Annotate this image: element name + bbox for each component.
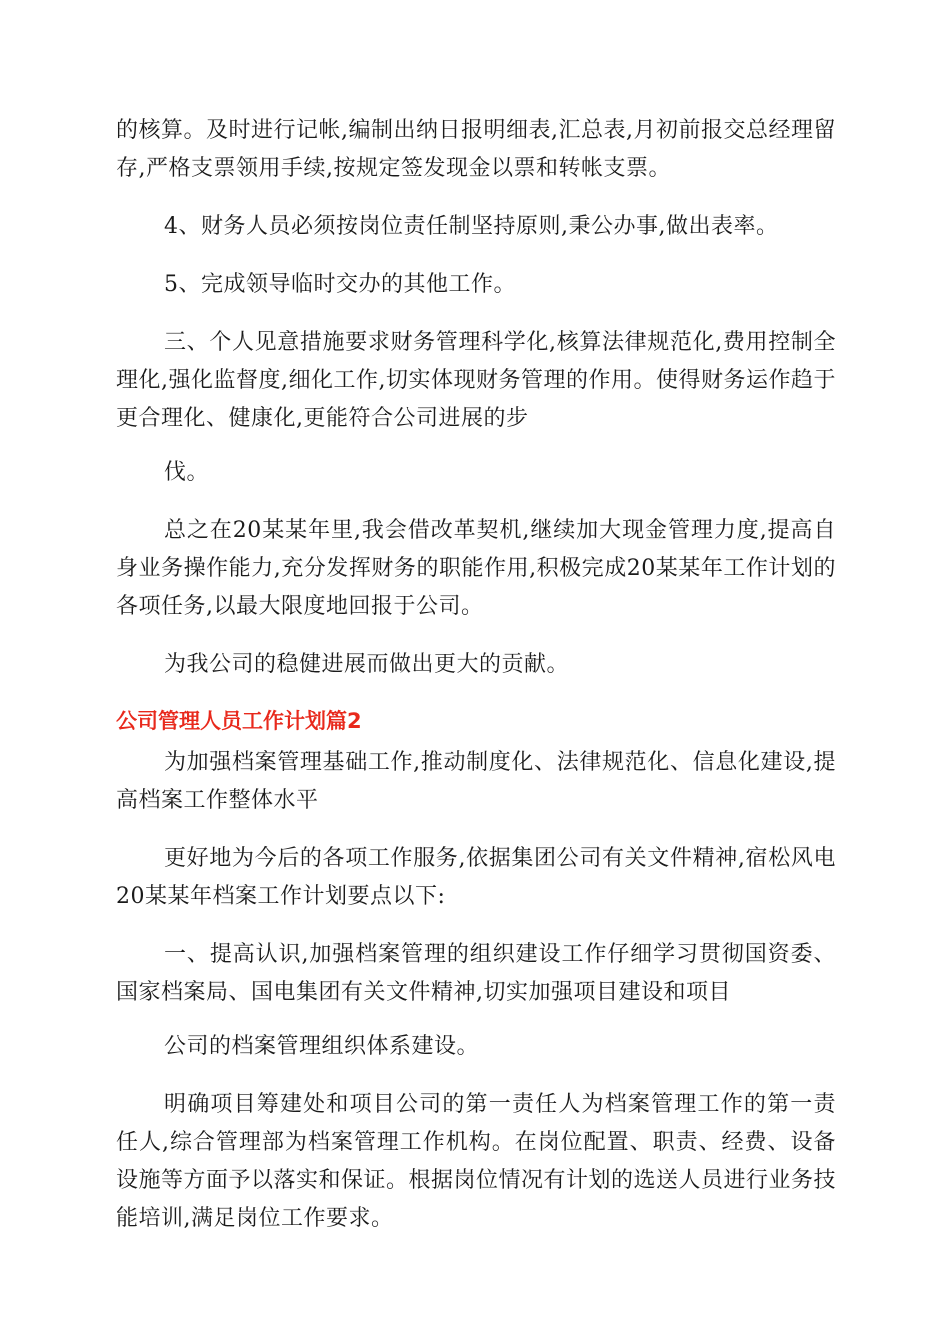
section-heading: 公司管理人员工作计划篇2: [116, 709, 362, 733]
paragraph-10: 一、提高认识,加强档案管理的组织建设工作仔细学习贯彻国资委、国家档案局、国电集团有关文件精神,切实加强项目建设和项目: [116, 942, 836, 1005]
paragraph-1: 的核算。及时进行记帐,编制出纳日报明细表,汇总表,月初前报交总经理留存,严格支票领用手续,按规定签发现金以票和转帐支票。: [116, 118, 836, 181]
paragraph-3: 5、完成领导临时交办的其他工作。: [164, 272, 516, 297]
paragraph-8: 为加强档案管理基础工作,推动制度化、法律规范化、信息化建设,提高档案工作整体水平: [116, 750, 836, 813]
paragraph-4: 三、个人见意措施要求财务管理科学化,核算法律规范化,费用控制全理化,强化监督度,细化工作,切实体现财务管理的作用。使得财务运作趋于更合理化、健康化,更能符合公司进展的步: [116, 330, 836, 431]
paragraph-6: 总之在20某某年里,我会借改革契机,继续加大现金管理力度,提高自身业务操作能力,充分发挥财务的职能作用,积极完成20某某年工作计划的各项任务,以最大限度地回报于公司。: [116, 518, 836, 619]
paragraph-9: 更好地为今后的各项工作服务,依据集团公司有关文件精神,宿松风电20某某年档案工作计划要点以下:: [116, 846, 836, 909]
paragraph-7: 为我公司的稳健进展而做出更大的贡献。: [164, 652, 570, 677]
document-body: [116, 112, 836, 1258]
paragraph-11: 公司的档案管理组织体系建设。: [164, 1034, 480, 1059]
paragraph-2: 4、财务人员必须按岗位责任制坚持原则,秉公办事,做出表率。: [164, 214, 779, 239]
paragraph-12: 明确项目筹建处和项目公司的第一责任人为档案管理工作的第一责任人,综合管理部为档案管理工作机构。在岗位配置、职责、经费、设备设施等方面予以落实和保证。根据岗位情况有计划的选送人员进行业务技能培训,满足岗位工作要求。: [116, 1092, 837, 1231]
paragraph-5: 伐。: [164, 460, 210, 485]
